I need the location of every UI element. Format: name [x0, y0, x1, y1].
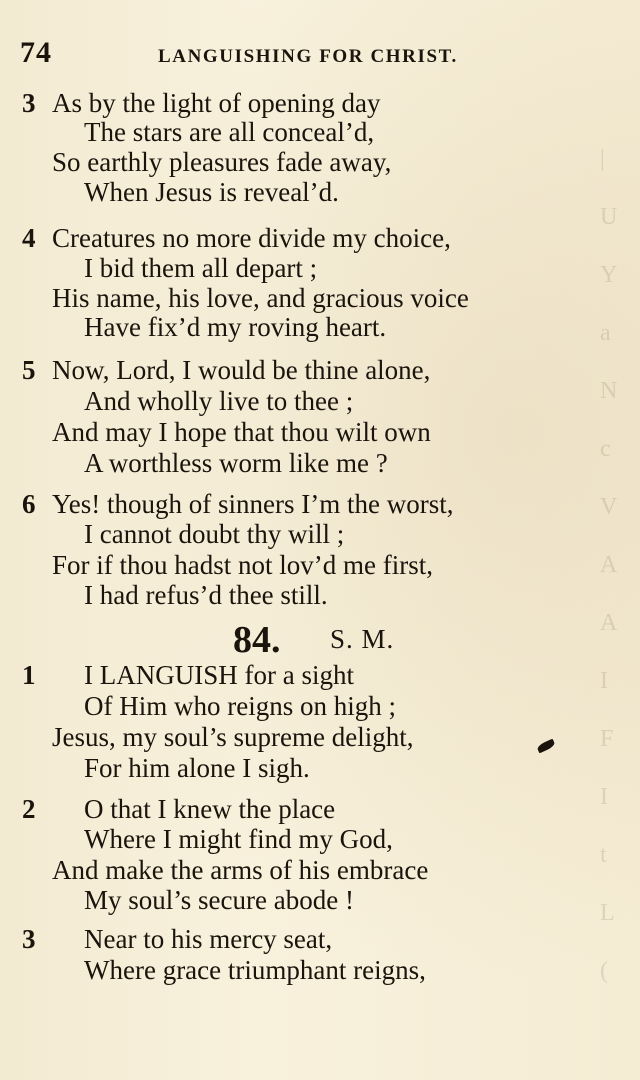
- verse-line: Where I might find my God,: [84, 824, 393, 854]
- stanza-number: 2: [22, 794, 36, 824]
- verse-line: And may I hope that thou wilt own: [52, 417, 431, 447]
- verse-line: As by the light of opening day: [52, 88, 381, 118]
- verse-line: I had refus’d thee still.: [84, 580, 328, 610]
- verse-line: Near to his mercy seat,: [84, 924, 333, 954]
- verse-line: Creatures no more divide my choice,: [52, 223, 451, 253]
- stanza-number: 4: [22, 223, 36, 253]
- verse-line: For him alone I sigh.: [84, 753, 310, 783]
- hymn-meter: S. M.: [330, 624, 395, 654]
- verse-line: O that I knew the place: [84, 794, 336, 824]
- verse-line: My soul’s secure abode !: [84, 885, 354, 915]
- ink-blot: [536, 739, 556, 754]
- verse-line: His name, his love, and gracious voice: [52, 283, 469, 313]
- page-number: 74: [20, 36, 52, 69]
- hymn-number: 84.: [233, 619, 281, 661]
- verse-line: Yes! though of sinners I’m the worst,: [52, 489, 454, 519]
- verse-line: And wholly live to thee ;: [84, 386, 354, 416]
- verse-line: Have fix’d my roving heart.: [84, 312, 387, 342]
- verse-line: Of Him who reigns on high ;: [84, 691, 396, 721]
- show-through-bleed: | U Y a N c V A A I F I t L (: [600, 146, 618, 984]
- verse-line: I cannot doubt thy will ;: [84, 519, 345, 549]
- page-header: [0, 36, 640, 76]
- verse-line: And make the arms of his embrace: [52, 855, 429, 885]
- verse-line: I bid them all depart ;: [84, 253, 318, 283]
- verse-line: When Jesus is reveal’d.: [84, 177, 339, 207]
- running-head: LANGUISHING FOR CHRIST.: [158, 46, 458, 67]
- verse-line: For if thou hadst not lov’d me first,: [52, 550, 433, 580]
- stanza-number: 3: [22, 88, 36, 118]
- verse-line: A worthless worm like me ?: [84, 448, 388, 478]
- stanza-number: 1: [22, 660, 36, 690]
- stanza-number: 6: [22, 489, 36, 519]
- verse-line: I LANGUISH for a sight: [84, 660, 354, 690]
- stanza-number: 3: [22, 924, 36, 954]
- stanza-number: 5: [22, 355, 36, 385]
- verse-line: So earthly pleasures fade away,: [52, 147, 392, 177]
- verse-line: Now, Lord, I would be thine alone,: [52, 355, 431, 385]
- verse-line: The stars are all conceal’d,: [84, 117, 375, 147]
- verse-line: Where grace triumphant reigns,: [84, 955, 426, 985]
- verse-line: Jesus, my soul’s supreme delight,: [52, 722, 414, 752]
